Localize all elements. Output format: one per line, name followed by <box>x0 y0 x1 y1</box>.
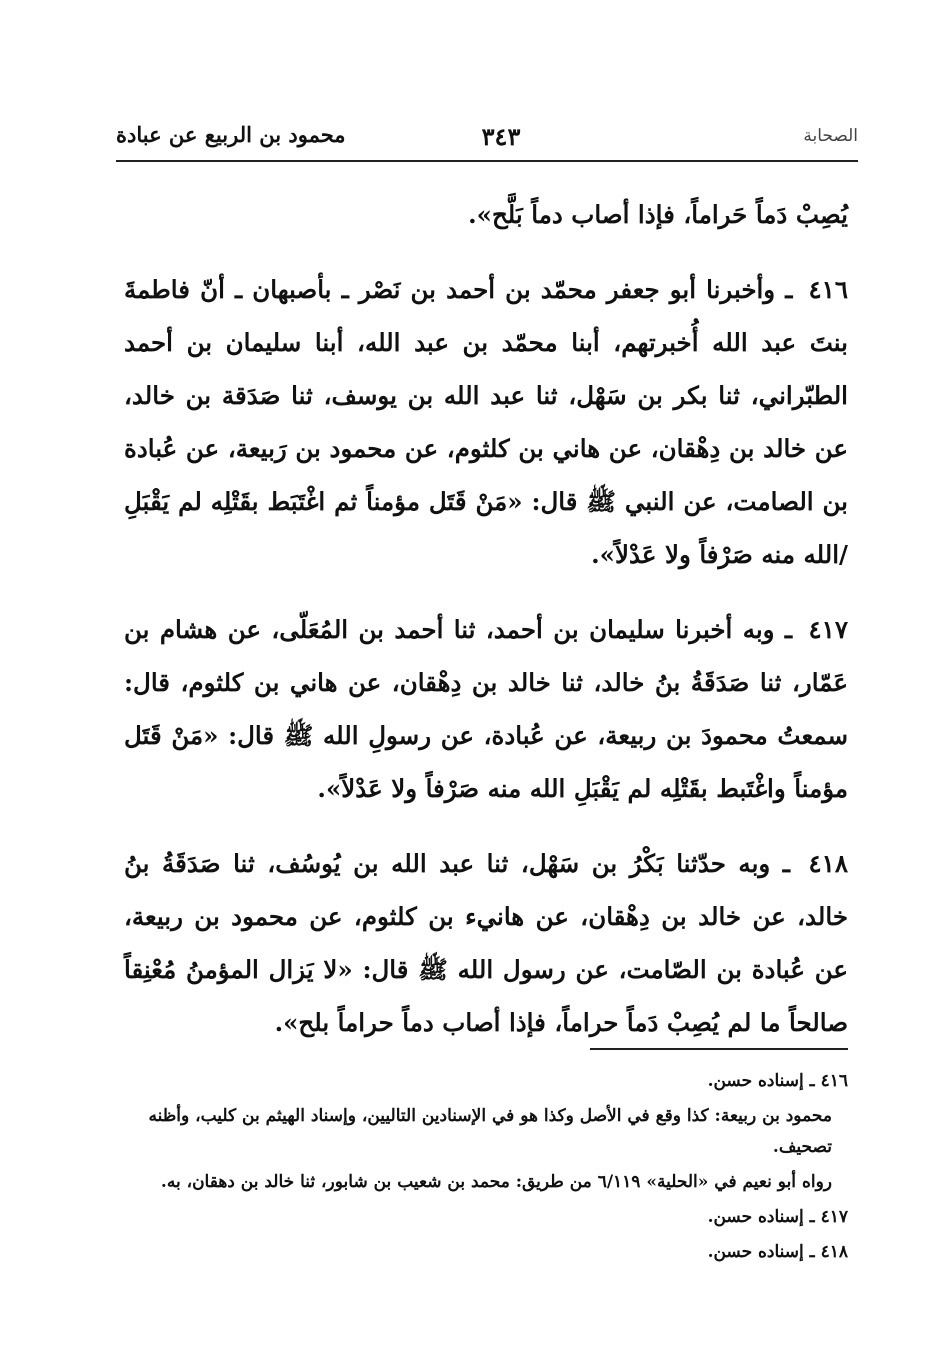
paragraph-text: ـ وأخبرنا أبو جعفر محمّد بن أحمد بن نَصْر ـ بأصبهان ـ أنّ فاطمةَ بنتَ عبد الله أُخبرتهم، أبنا محمّد بن عبد الله، أبنا سليمان بن أحمد الطبّراني، ثنا بكر بن سَهْل، ثنا عبد الله بن يوسف، ثنا صَدَقة بن خالد، عن خالد بن دِهْقان، عن هاني بن كلثوم، عن محمود بن رَبيعة، عن عُبادة بن الصامت، عن النبي ﷺ قال: «مَنْ قَتَل مؤمناً ثم اغْتَبَط بقَتْلِه لم يَقْبَلِ /الله منه صَرْفاً ولا عَدْلاً». <box>124 275 848 569</box>
header-section-title: الصحابة <box>803 126 858 146</box>
header-chapter-title: محمود بن الربيع عن عبادة <box>116 122 346 147</box>
paragraph-text: ـ وبه أخبرنا سليمان بن أحمد، ثنا أحمد بن المُعَلّى، عن هشام بن عَمّار، ثنا صَدَقَةُ بنُ خالد، ثنا خالد بن دِهْقان، عن هاني بن كلثوم، قال: سمعتُ محمودَ بن ربيعة، عن عُبادة، عن رسولِ الله ﷺ قال: «مَنْ قَتَل مؤمناً واغْتَبط بقَتْلِه لم يَقْبَلِ الله منه صَرْفاً ولا عَدْلاً». <box>124 615 848 803</box>
hadith-number: ٤١٦ <box>808 275 848 304</box>
footnote-divider <box>590 1048 848 1050</box>
hadith-416 <box>124 263 848 581</box>
hadith-number: ٤١٧ <box>808 615 848 644</box>
footnotes <box>124 1066 848 1272</box>
main-text <box>124 188 848 1071</box>
footnote-418: ٤١٨ ـ إسناده حسن. <box>707 1242 848 1262</box>
footnote-note: محمود بن ربيعة: كذا وقع في الأصل وكذا هو في الإسنادين التاليين، وإسناد الهيثم بن كليب، وأظنه تصحيف. <box>148 1106 832 1157</box>
paragraph-continuation <box>124 188 848 241</box>
paragraph-text: يُصِبْ دَماً حَراماً، فإذا أصاب دماً بَلَّح». <box>468 200 848 229</box>
hadith-417 <box>124 603 848 815</box>
running-header <box>116 120 858 162</box>
footnote-note: رواه أبو نعيم في «الحلية» ٦/١١٩ من طريق: محمد بن شعيب بن شابور، ثنا خالد بن دهقان، به. <box>160 1172 832 1192</box>
hadith-418 <box>124 837 848 1049</box>
hadith-number: ٤١٨ <box>808 849 848 878</box>
footnote-417: ٤١٧ ـ إسناده حسن. <box>707 1207 848 1227</box>
paragraph-text: ـ وبه حدّثنا بَكْرُ بن سَهْل، ثنا عبد الله بن يُوسُف، ثنا صَدَقَةُ بنُ خالد، عن خالد بن دِهْقان، عن هانيء بن كلثوم، عن محمود بن ربيعة، عن عُبادة بن الصّامت، عن رسول الله ﷺ قال: «لا يَزال المؤمنُ مُعْنِقاً صالحاً ما لم يُصِبْ دَماً حراماً، فإذا أصاب دماً حراماً بلح». <box>124 849 848 1037</box>
page-number: ٣٤٣ <box>481 122 521 151</box>
footnote-416: ٤١٦ ـ إسناده حسن. <box>707 1071 848 1091</box>
